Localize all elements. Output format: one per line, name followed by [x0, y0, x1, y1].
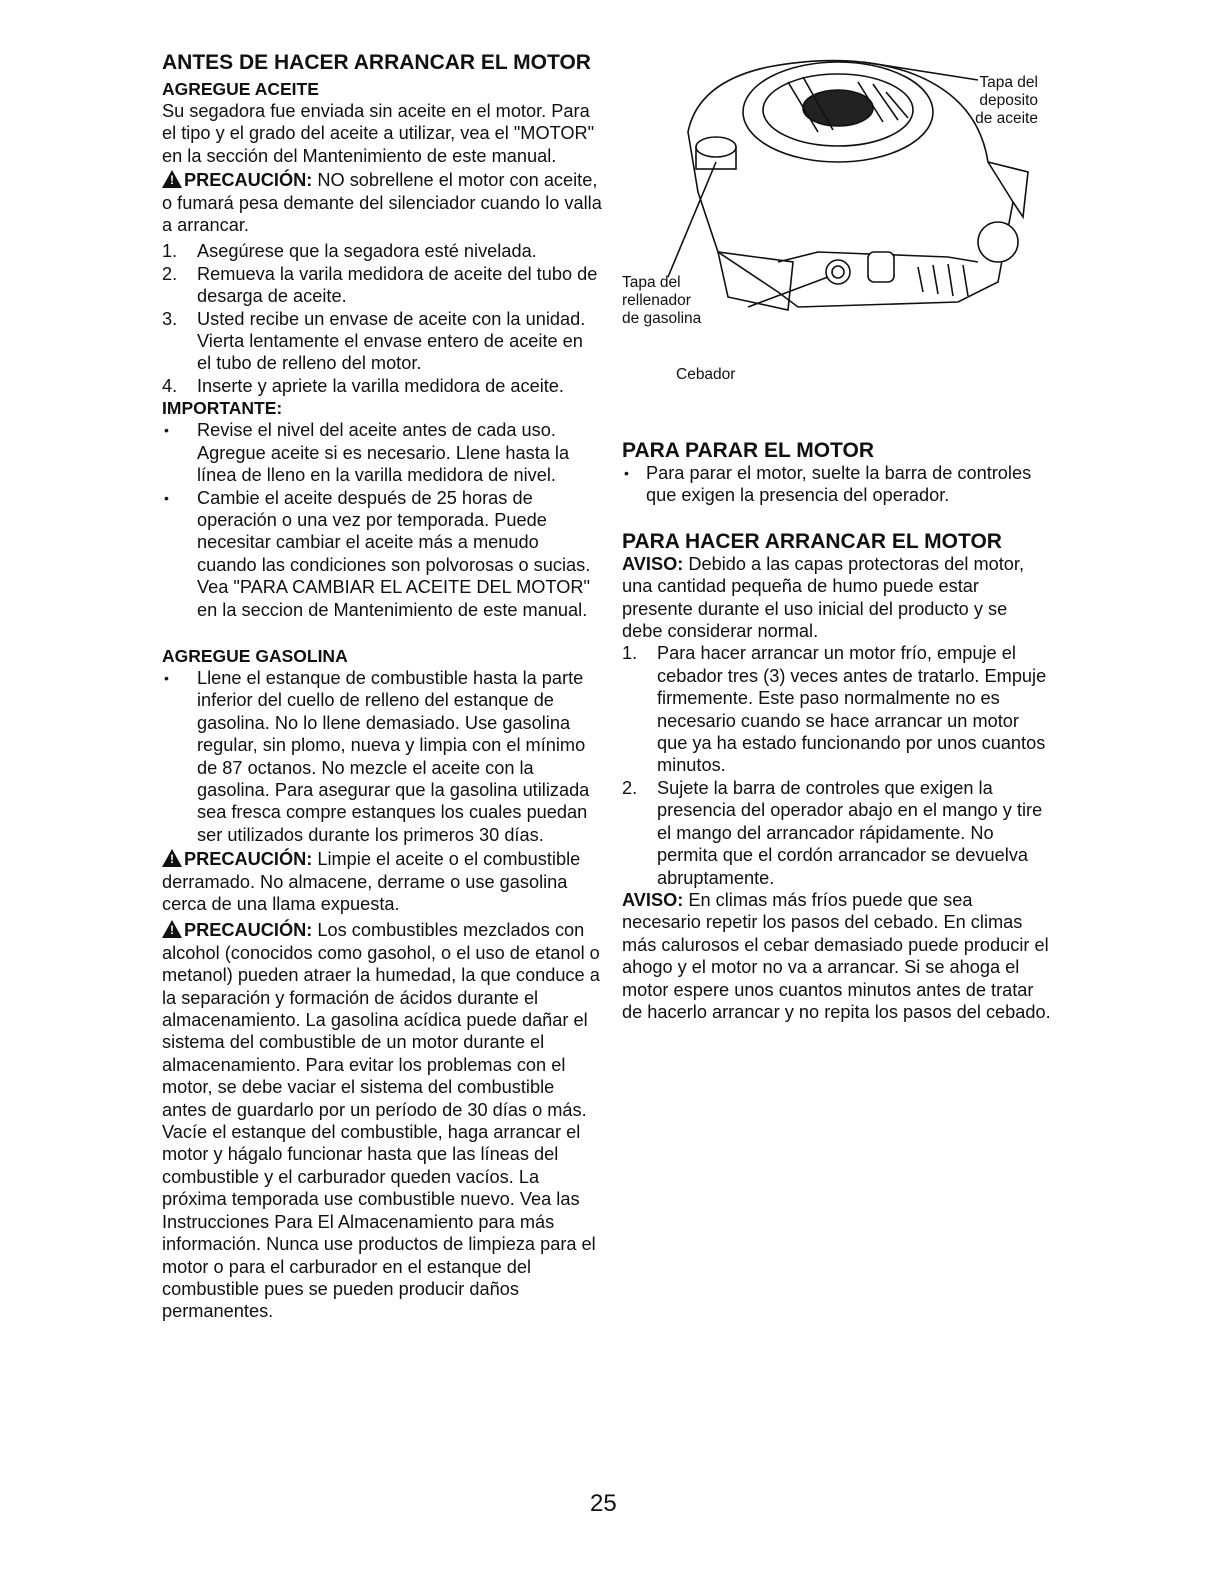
engine-illustration — [618, 52, 1068, 383]
item-text: Revise el nivel del aceite antes de cada uso. Agregue aceite si es necesario. Llene hasta la línea de lleno en la varilla medidora de nivel. — [197, 420, 570, 486]
step-number: 2. — [622, 777, 638, 798]
subheading-add-oil: AGREGUE ACEITE — [162, 79, 319, 99]
label-fuel-cap: Tapa del rellenador de gasolina — [622, 274, 702, 327]
start-step — [622, 777, 1052, 889]
right-column — [622, 440, 1052, 1023]
stop-list — [622, 462, 1052, 507]
oil-steps-list — [162, 240, 602, 397]
oil-step — [162, 308, 602, 375]
notice-text: En climas más fríos puede que sea necesario repetir los pasos del cebado. En climas más calurosos el cebar demasiado puede producir el ahogo y el motor no va a arrancar. Si se ahoga el motor espere unos cuantos minutos antes de tratar de hacerlo arrancar y no repita los pasos del cebado. — [622, 889, 1051, 1022]
label-oil-cap: Tapa del deposito de aceite — [975, 74, 1038, 127]
subheading-add-gas: AGREGUE GASOLINA — [162, 645, 348, 666]
bullet-icon: • — [624, 465, 629, 481]
step-number: 4. — [162, 375, 178, 396]
add-oil-intro: Su segadora fue enviada sin aceite en el motor. Para el tipo y el grado del aceite a utilizar, vea el "MOTOR" en la sección del Mantenimiento de este manual. — [162, 101, 595, 166]
label-primer: Cebador — [676, 366, 736, 383]
item-text: Cambie el aceite después de 25 horas de operación o una vez por temporada. Puede necesitar cambiar el aceite más a menudo cuando las condiciones son polvorosas o sucias. Vea "PARA CAMBIAR EL ACEITE DEL MOTOR" en la seccion de Mantenimiento de este manual. — [197, 487, 591, 620]
section-title-start: PARA HACER ARRANCAR EL MOTOR — [622, 529, 1002, 553]
oil-step — [162, 375, 602, 397]
caution-label: PRECAUCIÓN: — [184, 920, 313, 941]
bullet-icon: • — [164, 669, 169, 686]
page-number: 25 — [590, 1490, 617, 1517]
step-number: 1. — [162, 241, 178, 262]
caution-text: Los combustibles mezclados con alcohol (conocidos como gasohol, o el uso de etanol o metanol) pueden atraer la humedad, la que conduce a la separación y formación de ácidos durante el almacenamiento. La gasolina acídica puede dañar el sistema del combustible de un motor durante el almacenamiento. Para evitar los problemas con el motor, se debe vaciar el sistema del combustible antes de guardarlo por un período de 30 días o más. Vacíe el estanque del combustible, haga arrancar el motor y hágalo funcionar hasta que las líneas del combustible y el carburador queden vacíos. La próxima temporada use combustible nuevo. Vea las Instrucciones Para El Almacenamiento para más información. Nunca use productos de limpieza para el motor o para el carburador en el estanque del combustible pues se pueden producir daños permanentes. — [162, 920, 600, 1322]
step-text: Para hacer arrancar un motor frío, empuje el cebador tres (3) veces antes de tratarlo. Empuje firmemente. Este paso normalmente no es necesario cuando se hace arrancar un motor que ya ha estado funcionando por unos cuantos minutos. — [657, 643, 1047, 776]
step-text: Inserte y apriete la varilla medidora de aceite. — [197, 375, 564, 396]
notice-cold-climate — [622, 889, 1052, 1023]
caution-gas-alcohol — [162, 919, 602, 1322]
important-list — [162, 419, 602, 621]
bullet-icon: • — [164, 489, 169, 506]
warning-triangle-icon — [162, 920, 182, 938]
caution-text: NO sobrellene el motor con aceite, o fumará pesa demante del silenciador cuando lo valla a arrancar. — [162, 170, 602, 236]
step-text: Sujete la barra de controles que exigen la presencia del operador abajo en el mango y tire el mango del arrancador rápidamente. No permita que el cordón arrancador se devuelva abruptamente. — [657, 777, 1043, 888]
oil-step — [162, 240, 602, 262]
caution-text: Limpie el aceite o el combustible derramado. No almacene, derrame o use gasolina cerca de una llama expuesta. — [162, 849, 581, 914]
caution-label: PRECAUCIÓN: — [184, 170, 313, 191]
notice-label: AVISO: — [622, 889, 684, 910]
section-title-stop: PARA PARAR EL MOTOR — [622, 439, 875, 462]
step-number: 3. — [162, 308, 178, 329]
important-item — [162, 419, 602, 486]
step-number: 1. — [622, 643, 638, 664]
notice-text: Debido a las capas protectoras del motor, una cantidad pequeña de humo puede estar presente durante el uso inicial del producto y se debe considerar normal. — [622, 553, 1025, 642]
important-item — [162, 487, 602, 621]
left-column — [162, 52, 602, 1323]
bullet-icon: • — [164, 422, 169, 439]
caution-gas-spill — [162, 848, 602, 915]
gas-item — [162, 667, 602, 846]
notice-smoke — [622, 553, 1052, 643]
step-number: 2. — [162, 263, 178, 284]
warning-triangle-icon — [162, 170, 182, 188]
section-title-before-start: ANTES DE HACER ARRANCAR EL MOTOR — [162, 51, 591, 74]
oil-step — [162, 263, 602, 308]
stop-item — [622, 462, 1052, 507]
step-text: Usted recibe un envase de aceite con la unidad. Vierta lentamente el envase entero de aceite en el tubo de relleno del motor. — [197, 308, 586, 374]
gas-list — [162, 667, 602, 846]
step-text: Asegúrese que la segadora esté nivelada. — [197, 241, 537, 262]
caution-label: PRECAUCIÓN: — [184, 849, 313, 870]
warning-triangle-icon — [162, 849, 182, 867]
notice-label: AVISO: — [622, 553, 684, 574]
caution-oil — [162, 169, 602, 236]
important-label: IMPORTANTE: — [162, 398, 283, 419]
item-text: Para parar el motor, suelte la barra de controles que exigen la presencia del operador. — [646, 463, 1032, 506]
start-step — [622, 642, 1052, 776]
start-steps-list — [622, 642, 1052, 888]
item-text: Llene el estanque de combustible hasta la parte inferior del cuello de relleno del estanque de gasolina. No lo llene demasiado. Use gasolina regular, sin plomo, nueva y limpia con el mínimo de 87 octanos. No mezcle el aceite con la gasolina. Para asegurar que la gasolina utilizada sea fresca compre estanques los cuales puedan ser utilizados durante los primeros 30 días. — [197, 667, 590, 845]
step-text: Remueva la varila medidora de aceite del tubo de desarga de aceite. — [197, 263, 598, 307]
